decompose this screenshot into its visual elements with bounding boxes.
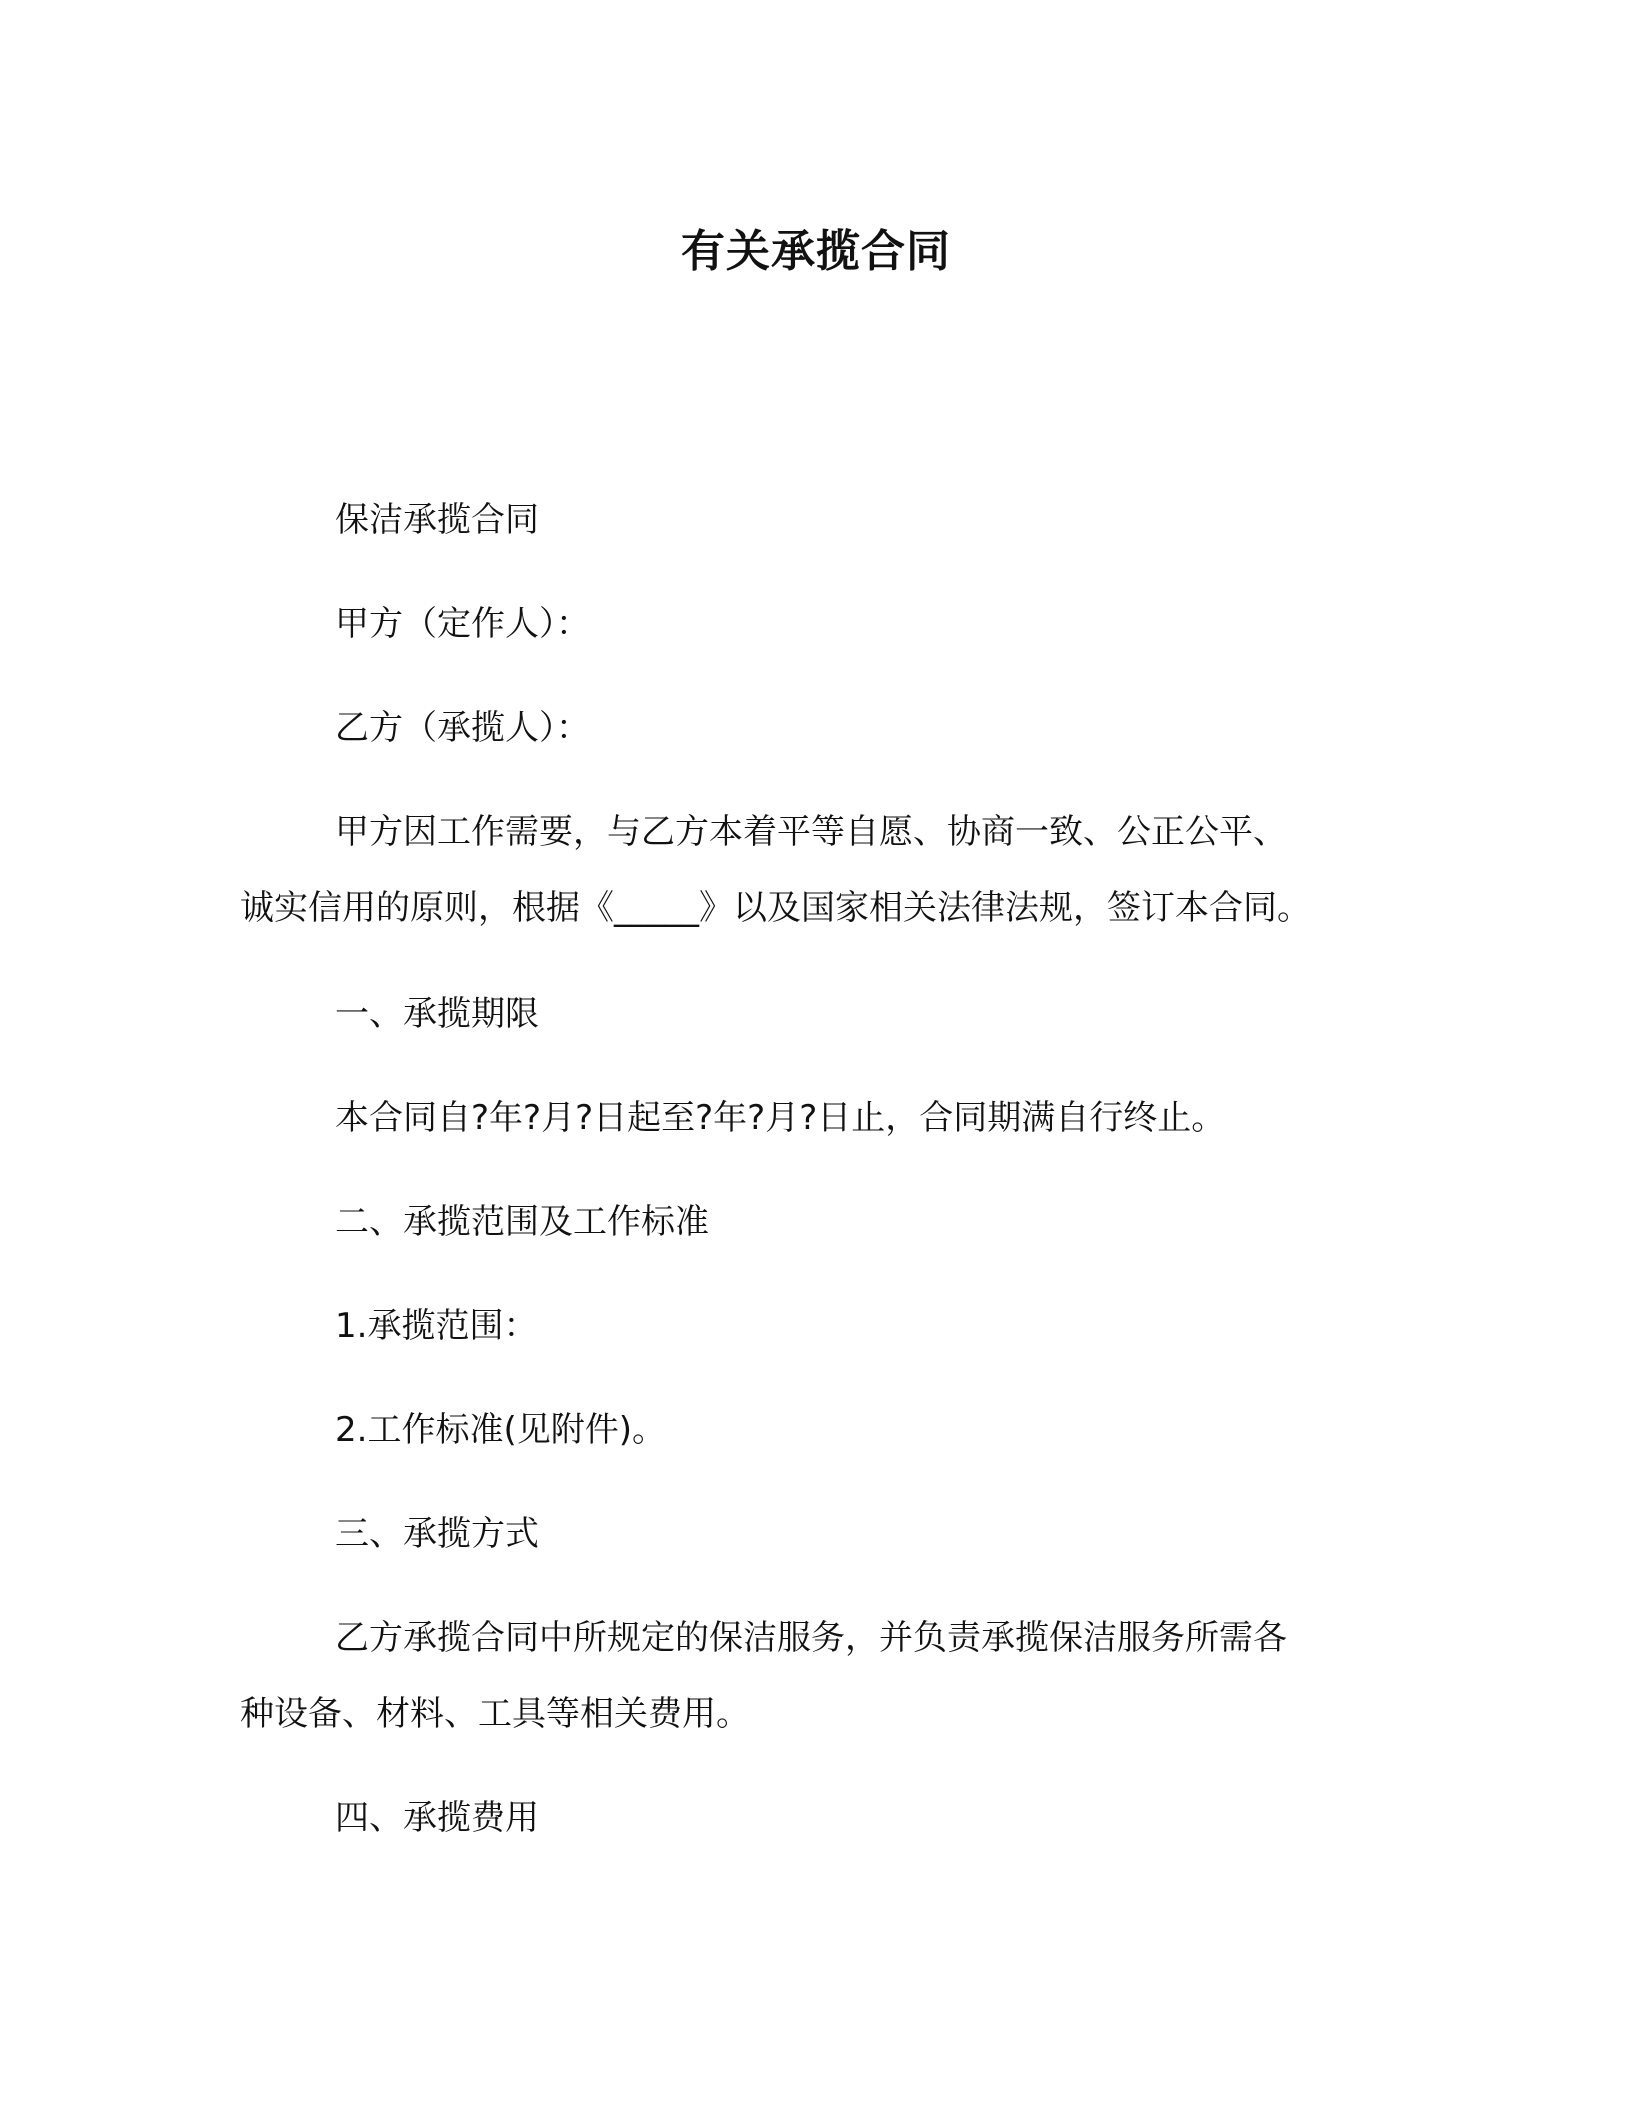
list-item-standard: 2.工作标准(见附件)。 xyxy=(335,1410,666,1450)
section-heading-fees: 四、承揽费用 xyxy=(335,1798,539,1838)
paragraph-term-period: 本合同自?年?月?日起至?年?月?日止，合同期满自行终止。 xyxy=(335,1098,1226,1138)
document-title: 有关承揽合同 xyxy=(681,226,951,277)
section-heading-scope: 二、承揽范围及工作标准 xyxy=(335,1202,709,1242)
paragraph-contract-name: 保洁承揽合同 xyxy=(335,500,539,540)
section-heading-method: 三、承揽方式 xyxy=(335,1514,539,1554)
paragraph-method-line-1: 乙方承揽合同中所规定的保洁服务，并负责承揽保洁服务所需各 xyxy=(335,1618,1287,1658)
list-item-scope: 1.承揽范围： xyxy=(335,1306,538,1346)
section-heading-term: 一、承揽期限 xyxy=(335,994,539,1034)
paragraph-party-a: 甲方（定作人）： xyxy=(335,604,590,644)
paragraph-party-b: 乙方（承揽人）： xyxy=(335,708,590,748)
paragraph-method-line-2: 种设备、材料、工具等相关费用。 xyxy=(240,1694,750,1734)
paragraph-preamble-line-2: 诚实信用的原则，根据《_____》以及国家相关法律法规，签订本合同。 xyxy=(240,888,1311,928)
paragraph-preamble-line-1: 甲方因工作需要，与乙方本着平等自愿、协商一致、公正公平、 xyxy=(335,812,1287,852)
